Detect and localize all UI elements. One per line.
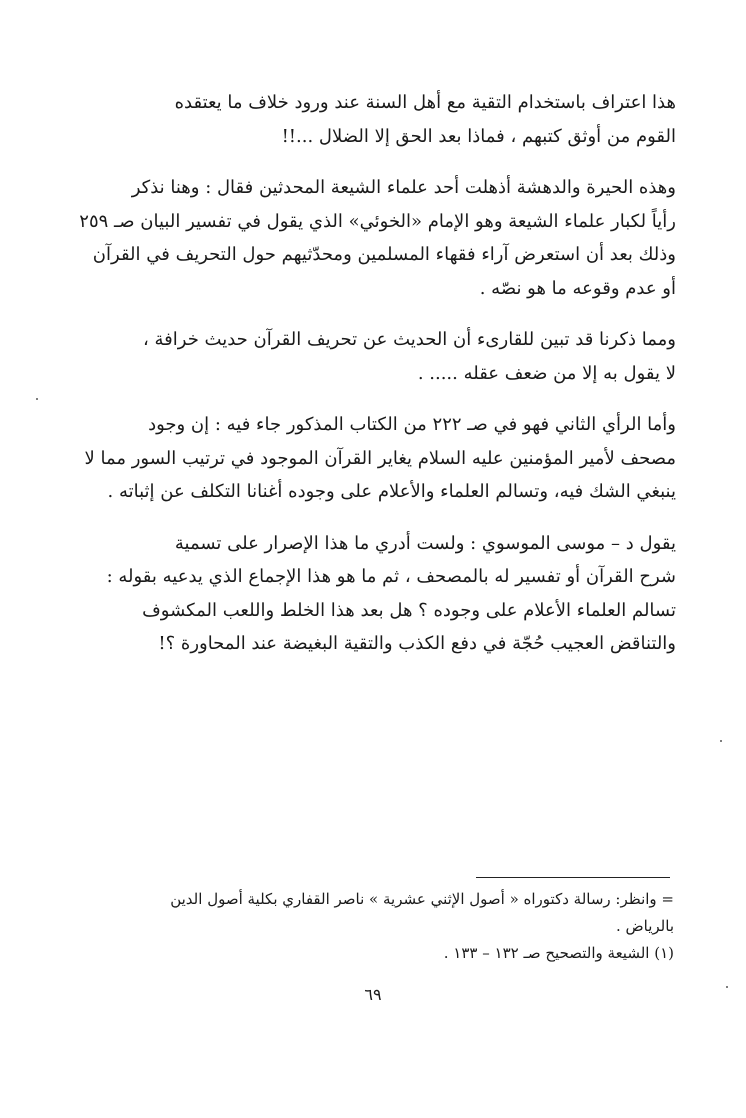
- footnote-divider: [476, 877, 670, 878]
- text-line: رأياً لكبار علماء الشيعة وهو الإمام «الخوئي» الذي يقول في تفسير البيان صـ ٢٥٩: [79, 210, 676, 232]
- footnote-1: (١) الشيعة والتصحيح صـ ١٣٢ – ١٣٣ .: [443, 944, 674, 962]
- text-line: هذا اعتراف باستخدام التقية مع أهل السنة عند ورود خلاف ما يعتقده: [174, 92, 676, 113]
- page-number: ٦٩: [364, 985, 382, 1004]
- footnotes: [90, 886, 674, 967]
- text-line: أو عدم وقوعه ما هو نصّه .: [479, 277, 676, 299]
- text-line: وهذه الحيرة والدهشة أذهلت أحد علماء الشيعة المحدثين فقال : وهنا نذكر: [131, 177, 676, 198]
- text-line: القوم من أوثق كتبهم ، فماذا بعد الحق إلا الضلال ...!!: [281, 125, 676, 147]
- main-text: [76, 86, 676, 679]
- footnote-continued: = وانظر: رسالة دكتوراه « أصول الإثني عشرية » ناصر القفاري بكلية أصول الدين: [170, 890, 674, 908]
- text-line: يقول د – موسى الموسوي : ولست أدري ما هذا الإصرار على تسمية: [174, 532, 676, 554]
- scan-speck: [720, 740, 722, 742]
- text-line: ينبغي الشك فيه، وتسالم العلماء والأعلام على وجوده أغنانا التكلف عن إثباته .: [107, 481, 676, 502]
- text-line: لا يقول به إلا من ضعف عقله ..... .: [417, 362, 676, 384]
- text-line: مصحف لأمير المؤمنين عليه السلام يغاير القرآن الموجود في ترتيب السور مما لا: [84, 447, 676, 469]
- paragraph-4: [76, 408, 676, 509]
- footnote-continued-line: بالرياض .: [615, 917, 674, 935]
- paragraph-5: [76, 527, 676, 661]
- text-line: شرح القرآن أو تفسير له بالمصحف ، ثم ما هو هذا الإجماع الذي يدعيه بقوله :: [106, 566, 676, 587]
- text-line: والتناقض العجيب حُجّة في دفع الكذب والتقية البغيضة عند المحاورة ؟!: [158, 633, 676, 654]
- text-line: تسالم العلماء الأعلام على وجوده ؟ هل بعد هذا الخلط واللعب المكشوف: [142, 599, 676, 621]
- scan-speck: [36, 398, 38, 400]
- scan-speck: [726, 986, 728, 988]
- text-line: وذلك بعد أن استعرض آراء فقهاء المسلمين ومحدّثيهم حول التحريف في القرآن: [92, 244, 676, 265]
- text-line: ومما ذكرنا قد تبين للقارىء أن الحديث عن تحريف القرآن حديث خرافة ،: [142, 329, 676, 350]
- text-line: وأما الرأي الثاني فهو في صـ ٢٢٢ من الكتاب المذكور جاء فيه : إن وجود: [148, 414, 676, 435]
- paragraph-2: [76, 171, 676, 305]
- paragraph-1: [76, 86, 676, 153]
- paragraph-3: [76, 323, 676, 390]
